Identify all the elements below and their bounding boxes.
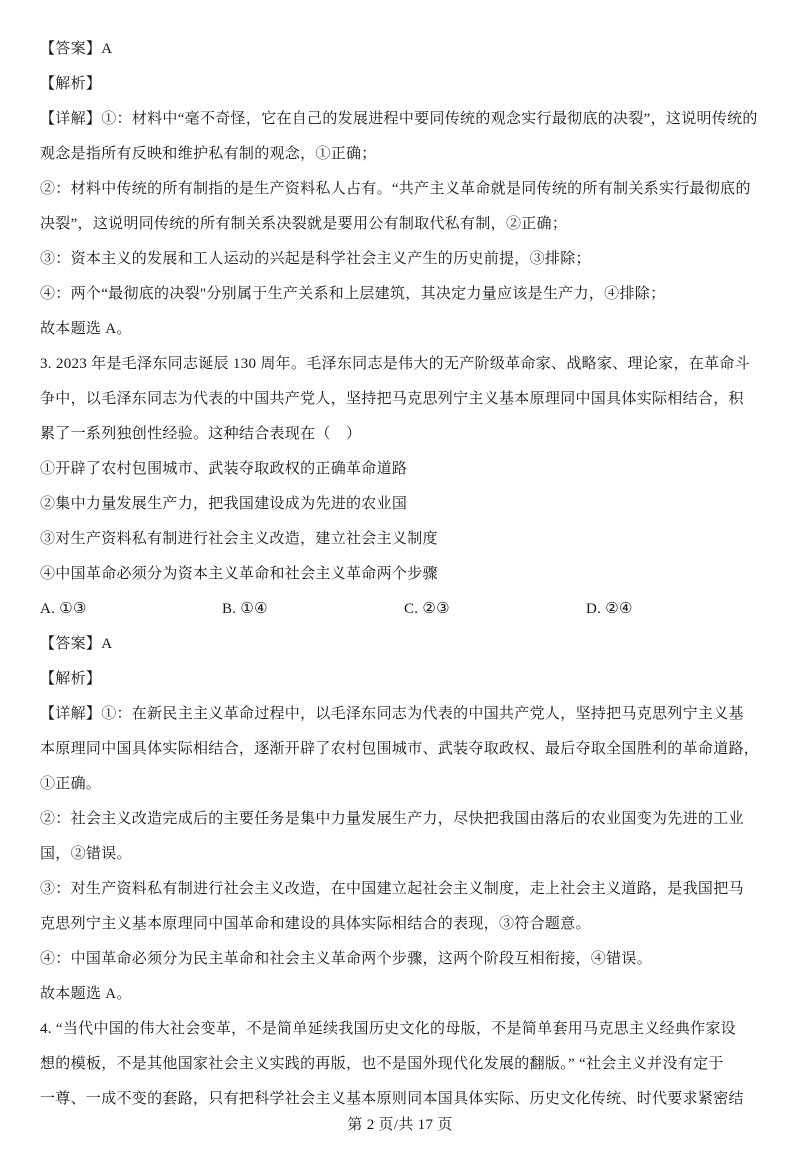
explanation-line: ③：资本主义的发展和工人运动的兴起是科学社会主义产生的历史前提，③排除； bbox=[40, 251, 591, 267]
explanation-line: ④：中国革命必须分为民主革命和社会主义革命两个步骤，这两个阶段互相衔接，④错误。 bbox=[40, 951, 653, 967]
question-line: 3. 2023 年是毛泽东同志诞辰 130 周年。毛泽东同志是伟大的无产阶级革命家、战略家、理论家，在革命斗 bbox=[40, 356, 750, 372]
explanation-line: 本原理同中国具体实际相结合，逐渐开辟了农村包围城市、武装夺取政权、最后夺取全国胜利的革命道路， bbox=[40, 741, 760, 757]
statement-line: ③对生产资料私有制进行社会主义改造，建立社会主义制度 bbox=[40, 531, 438, 547]
explanation-line: 决裂”，这说明同传统的所有制关系决裂就是要用公有制取代私有制，②正确； bbox=[40, 216, 568, 232]
explanation-line: 观念是指所有反映和维护私有制的观念，①正确； bbox=[40, 146, 377, 162]
explanation-line: ②：社会主义改造完成后的主要任务是集中力量发展生产力，尽快把我国由落后的农业国变为先进的工业 bbox=[40, 811, 744, 827]
question-line: 一尊、一成不变的套路，只有把科学社会主义基本原则同本国具体实际、历史文化传统、时代要求紧密结 bbox=[40, 1091, 744, 1107]
question-line: 累了一系列独创性经验。这种结合表现在（ ） bbox=[40, 426, 362, 442]
question-line: 4. “当代中国的伟大社会变革，不是简单延续我国历史文化的母版，不是简单套用马克思主义经典作家设 bbox=[40, 1021, 737, 1037]
explanation-line: 国，②错误。 bbox=[40, 846, 132, 862]
analysis-label: 【解析】 bbox=[40, 76, 102, 92]
option-d: D. ②④ bbox=[586, 601, 633, 617]
question-line: 想的模板，不是其他国家社会主义实践的再版，也不是国外现代化发展的翻版。” “社会主义并没有定于 bbox=[40, 1056, 724, 1072]
option-b: B. ①④ bbox=[222, 601, 268, 617]
explanation-line: 【详解】①：材料中“毫不奇怪，它在自己的发展进程中要同传统的观念实行最彻底的决裂”，这说明传统的 bbox=[40, 111, 758, 127]
options-row bbox=[40, 592, 764, 627]
conclusion-line: 故本题选 A。 bbox=[40, 986, 132, 1002]
option-a: A. ①③ bbox=[40, 601, 87, 617]
statement-line: ①开辟了农村包围城市、武装夺取政权的正确革命道路 bbox=[40, 461, 408, 477]
statement-line: ④中国革命必须分为资本主义革命和社会主义革命两个步骤 bbox=[40, 566, 438, 582]
question-line: 争中，以毛泽东同志为代表的中国共产党人，坚持把马克思列宁主义基本原理同中国具体实际相结合，积 bbox=[40, 391, 744, 407]
explanation-line: ④：两个“最彻底的决裂"分别属于生产关系和上层建筑，其决定力量应该是生产力，④排除； bbox=[40, 286, 666, 302]
explanation-line: ①正确。 bbox=[40, 776, 102, 792]
explanation-line: 【详解】①：在新民主主义革命过程中，以毛泽东同志为代表的中国共产党人，坚持把马克思列宁主义基 bbox=[40, 706, 744, 722]
answer-line: 【答案】A bbox=[40, 41, 113, 57]
option-c: C. ②③ bbox=[404, 601, 450, 617]
page-footer: 第 2 页/共 17 页 bbox=[347, 1117, 453, 1133]
explanation-line: ②：材料中传统的所有制指的是生产资料私人占有。“共产主义革命就是同传统的所有制关系实行最彻底的 bbox=[40, 181, 751, 197]
statement-line: ②集中力量发展生产力，把我国建设成为先进的农业国 bbox=[40, 496, 408, 512]
answer-line: 【答案】A bbox=[40, 636, 113, 652]
explanation-line: ③：对生产资料私有制进行社会主义改造，在中国建立起社会主义制度，走上社会主义道路，是我国把马 bbox=[40, 881, 744, 897]
document-content bbox=[40, 32, 764, 1117]
explanation-line: 克思列宁主义基本原理同中国革命和建设的具体实际相结合的表现，③符合题意。 bbox=[40, 916, 591, 932]
analysis-label: 【解析】 bbox=[40, 671, 102, 687]
conclusion-line: 故本题选 A。 bbox=[40, 321, 132, 337]
